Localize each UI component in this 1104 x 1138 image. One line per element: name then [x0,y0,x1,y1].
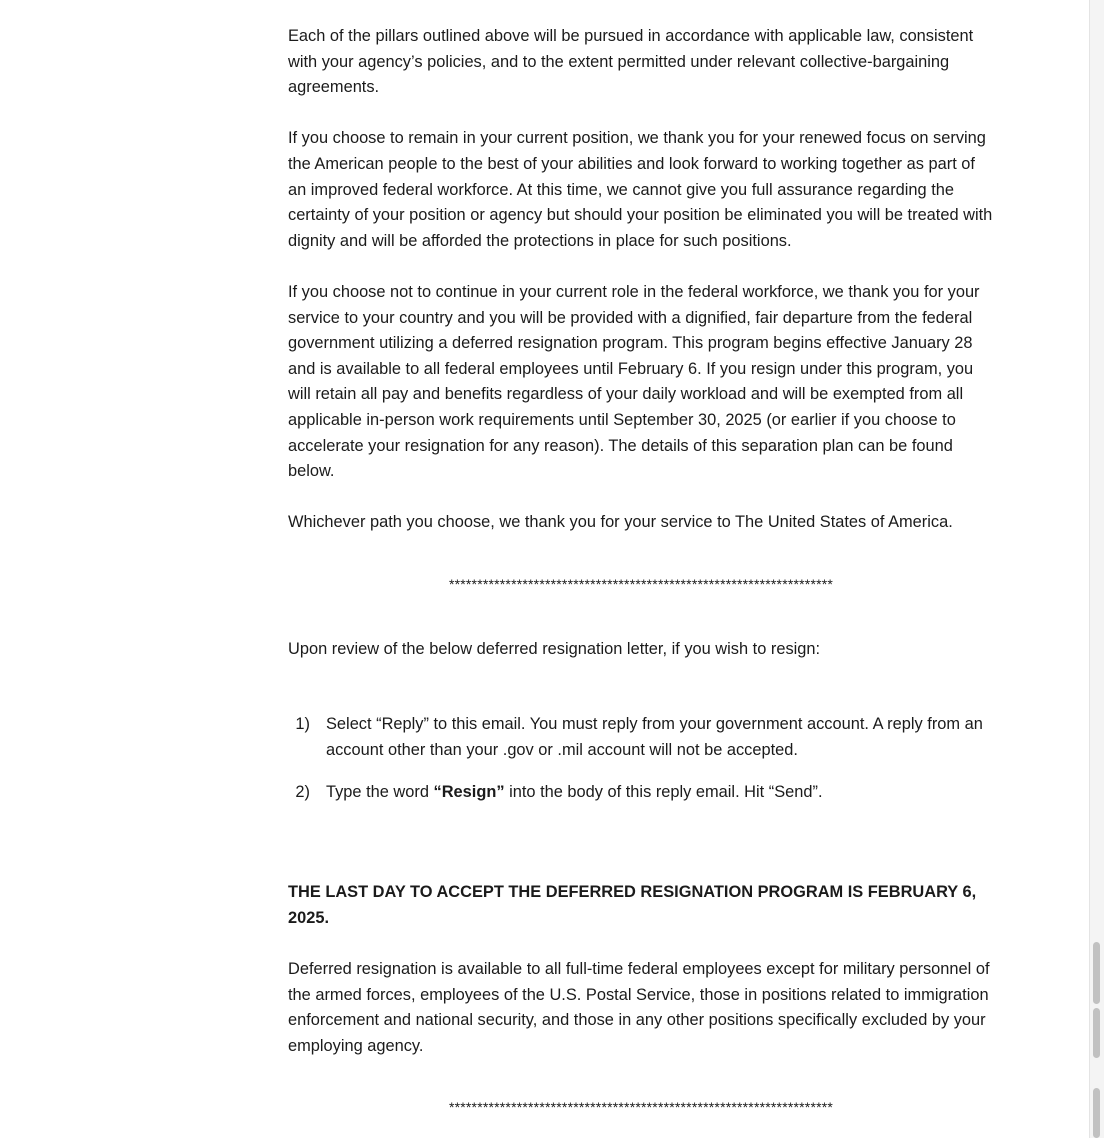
paragraph-remain: If you choose to remain in your current position, we thank you for your renewed focus on serving the American people to the best of your abilities and look forward to working together as part of an improved federal workforce. At this time, we cannot give you full assurance regarding the certainty of your position or agency but should your position be eliminated you will be treated with dignity and will be afforded the protections in place for such positions. [288,129,993,250]
paragraph-thanks: Whichever path you choose, we thank you for your service to The United States of America. [288,513,953,532]
letter-content [288,24,994,1117]
step-number: 1) [295,715,310,734]
asterisk-divider: ******************************************************************** [448,575,834,592]
deadline-notice: THE LAST DAY TO ACCEPT THE DEFERRED RESIGNATION PROGRAM IS FEBRUARY 6, 2025. [288,883,977,927]
step-number: 2) [295,782,310,801]
step-text-before: Type the word [326,782,434,801]
paragraph-eligibility: Deferred resignation is available to all full-time federal employees except for military personnel of the armed forces, employees of the U.S. Postal Service, those in positions related to immigration enforcement and national security, and those in any other positions specifically excluded by your employing agency. [288,960,990,1055]
vertical-scrollbar[interactable] [1089,0,1104,1138]
scrollbar-thumb[interactable] [1093,942,1100,1004]
scrollbar-thumb-secondary[interactable] [1093,1008,1100,1058]
asterisk-divider: ******************************************************************** [448,1099,834,1116]
step-text: Select “Reply” to this email. You must reply from your government account. A reply from an account other than your .gov or .mil account will not be accepted. [326,715,983,760]
step-keyword-resign: “Resign” [433,782,505,801]
list-item [288,712,994,763]
paragraph-pillars: Each of the pillars outlined above will be pursued in accordance with applicable law, consistent with your agency’s policies, and to the extent permitted under relevant collective-bargaining agreements. [288,27,974,97]
resign-steps-list [288,712,994,805]
resign-instructions-intro: Upon review of the below deferred resignation letter, if you wish to resign: [288,639,821,658]
scrollbar-thumb-tertiary[interactable] [1093,1088,1100,1138]
list-item [288,780,994,806]
paragraph-deferred-resignation: If you choose not to continue in your current role in the federal workforce, we thank you for your service to your country and you will be provided with a dignified, fair departure from the federal government utilizing a deferred resignation program. This program begins effective January 28 and is available to all federal employees until February 6. If you resign under this program, you will retain all pay and benefits regardless of your daily workload and will be exempted from all applicable in-person work requirements until September 30, 2025 (or earlier if you choose to accelerate your resignation for any reason). The details of this separation plan can be found below. [288,282,980,481]
step-text-after: into the body of this reply email. Hit “Send”. [504,782,823,801]
